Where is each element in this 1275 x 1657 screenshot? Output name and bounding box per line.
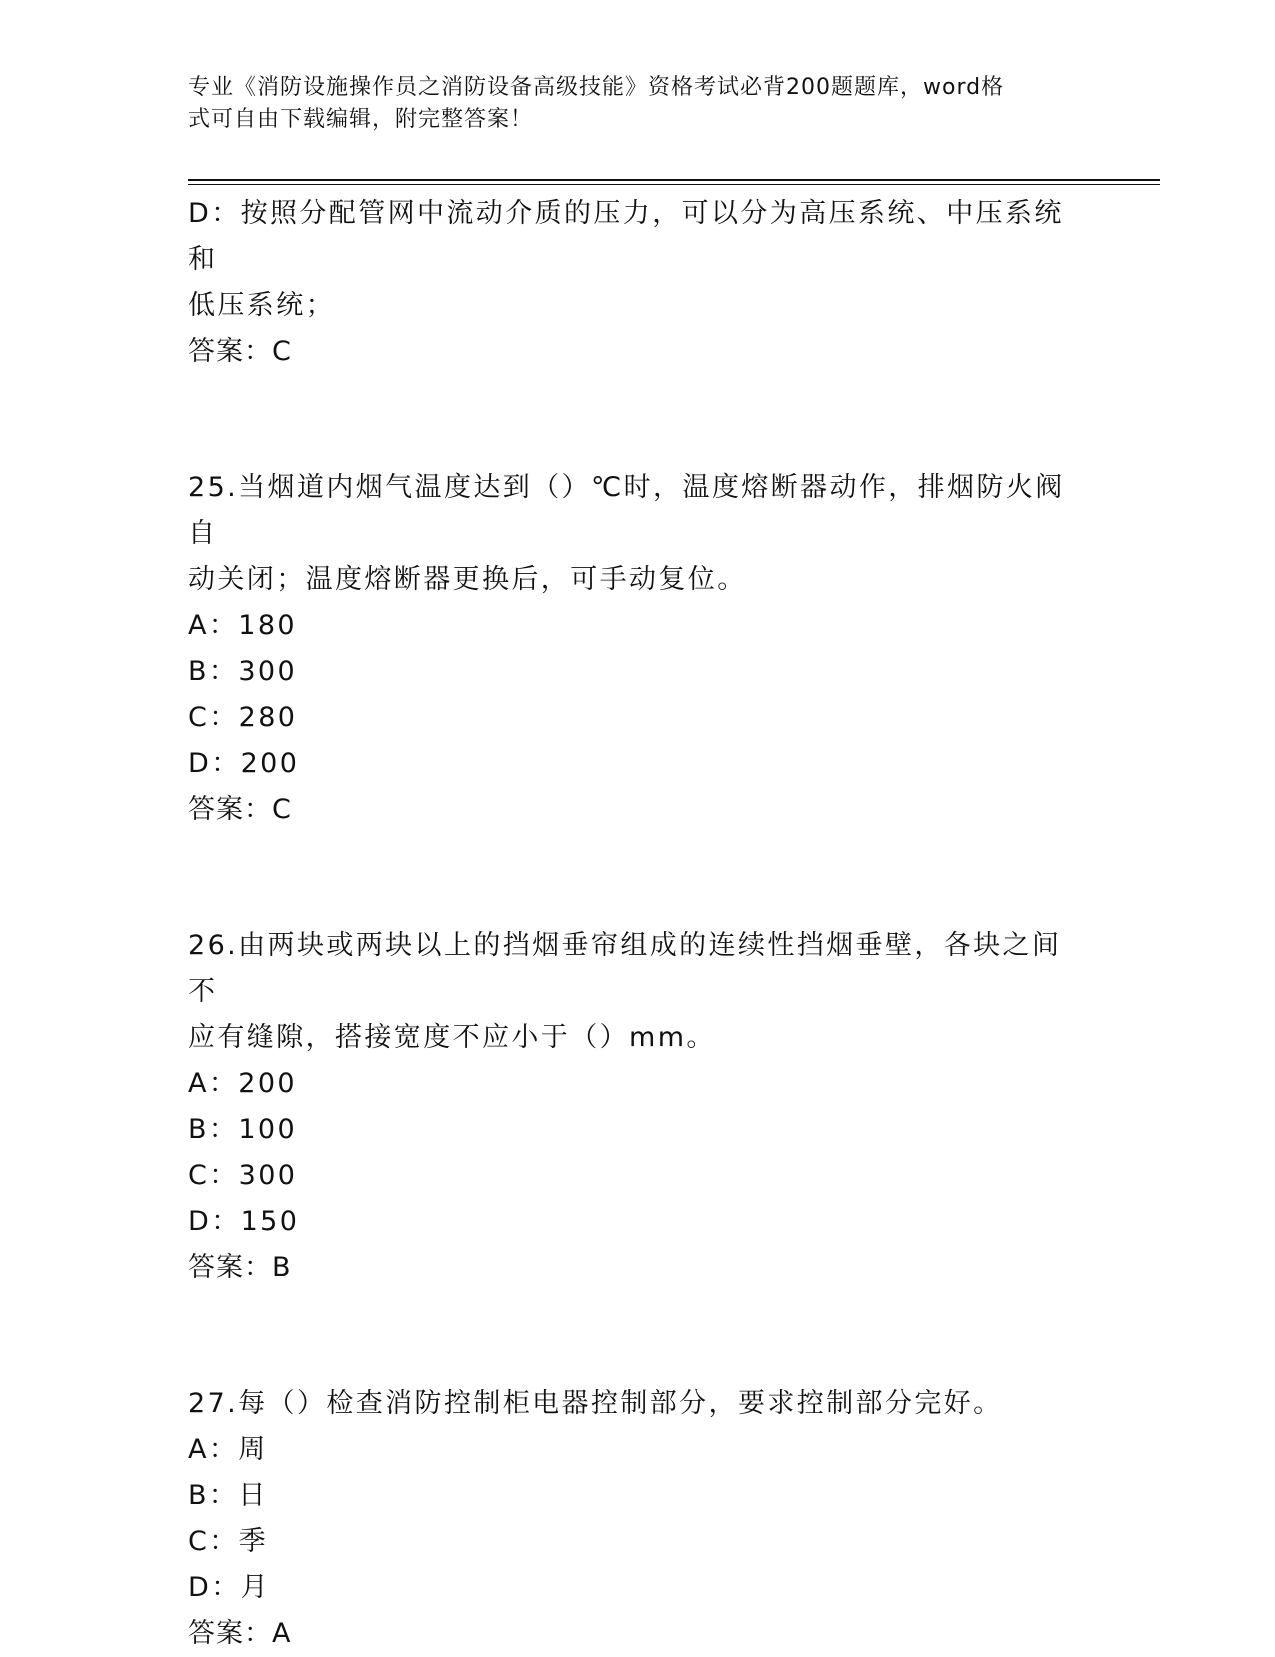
question-26 (188, 923, 1088, 1291)
option-d: D：按照分配管网中流动介质的压力，可以分为高压系统、中压系统和 (188, 198, 1064, 275)
header-rule-thick (188, 179, 1160, 181)
option-c: C：季 (188, 1526, 269, 1557)
answer-line: 答案：B (188, 1252, 292, 1283)
question-25 (188, 465, 1088, 833)
option-b: B：100 (188, 1114, 298, 1145)
option-d-continued: 低压系统； (188, 290, 335, 321)
question-stem: 27.每（）检查消防控制柜电器控制部分，要求控制部分完好。 (188, 1388, 1003, 1419)
question-stem: 25.当烟道内烟气温度达到（）℃时，温度熔断器动作，排烟防火阀自 (188, 472, 1065, 549)
option-d: D：月 (188, 1572, 270, 1603)
answer-line: 答案：C (188, 794, 292, 825)
document-header (188, 72, 1068, 136)
option-b: B：日 (188, 1480, 268, 1511)
header-line-2: 式可自由下载编辑，附完整答案！ (188, 107, 534, 132)
option-b: B：300 (188, 656, 298, 687)
answer-line: 答案：A (188, 1618, 292, 1649)
question-list (188, 191, 1088, 1657)
header-line-1: 专业《消防设施操作员之消防设备高级技能》资格考试必背200题题库，word格 (188, 75, 1005, 100)
option-a: A：180 (188, 610, 298, 641)
option-d: D：200 (188, 748, 300, 779)
answer-line: 答案：C (188, 336, 292, 367)
header-rule-thin (188, 184, 1160, 185)
option-c: C：280 (188, 702, 298, 733)
previous-question-tail (188, 191, 1088, 375)
question-stem: 26.由两块或两块以上的挡烟垂帘组成的连续性挡烟垂壁，各块之间不 (188, 930, 1062, 1007)
question-27 (188, 1381, 1088, 1657)
option-a: A：周 (188, 1434, 268, 1465)
question-stem-continued: 动关闭；温度熔断器更换后，可手动复位。 (188, 564, 747, 595)
option-c: C：300 (188, 1160, 298, 1191)
option-d: D：150 (188, 1206, 300, 1237)
option-a: A：200 (188, 1068, 298, 1099)
question-stem-continued: 应有缝隙，搭接宽度不应小于（）mm。 (188, 1022, 716, 1053)
